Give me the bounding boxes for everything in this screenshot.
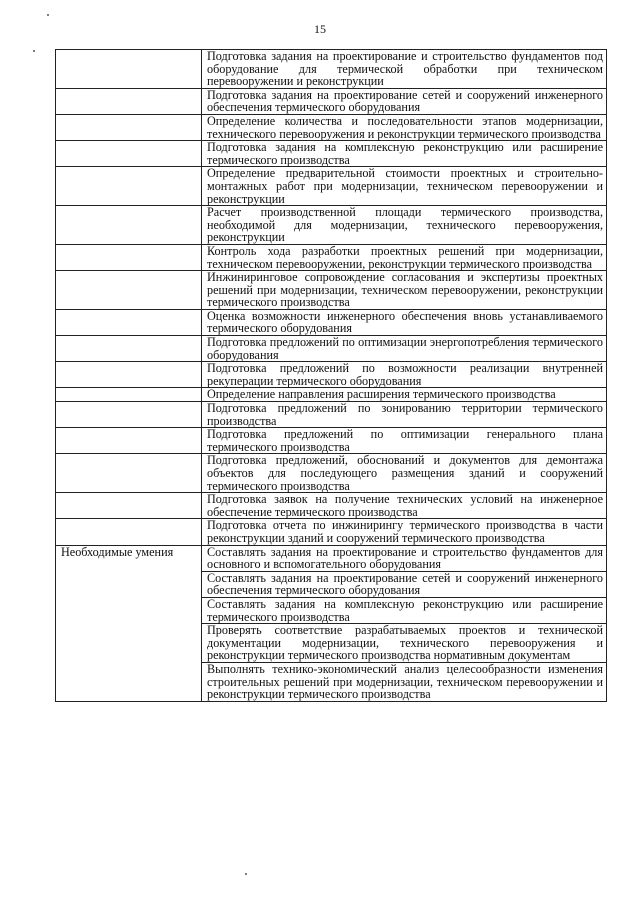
empty-label-cell [56,428,202,454]
table-row [56,493,607,519]
scan-speck [33,50,35,52]
labor-action-cell: Определение направления расширения термического производства [202,388,607,402]
empty-label-cell [56,167,202,206]
labor-action-cell: Определение предварительной стоимости проектных и строительно-монтажных работ при модернизации, техническом перевооружении и реконструкции [202,167,607,206]
skill-cell: Составлять задания на проектирование и строительство фундаментов для основного и вспомогательного оборудования [202,545,607,571]
empty-label-cell [56,454,202,493]
labor-action-cell: Подготовка предложений по возможности реализации внутренней рекуперации термического оборудования [202,362,607,388]
scan-speck [245,873,247,875]
empty-label-cell [56,402,202,428]
scan-speck [47,14,49,16]
table-row [56,114,607,140]
labor-action-cell: Подготовка отчета по инжинирингу термического производства в части реконструкции зданий и сооружений термического производства [202,519,607,545]
empty-label-cell [56,141,202,167]
table-row [56,519,607,545]
labor-action-cell: Подготовка задания на проектирование и строительство фундаментов под оборудование для термической обработки при техническом перевооружении и реконструкции [202,50,607,89]
labor-action-cell: Подготовка задания на проектирование сетей и сооружений инженерного обеспечения термического оборудования [202,88,607,114]
labor-action-cell: Расчет производственной площади термического производства, необходимой для модернизации, технического перевооружения, реконструкции [202,206,607,245]
competency-table [55,49,607,702]
empty-label-cell [56,309,202,335]
skill-cell: Составлять задания на комплексную реконструкцию или расширение термического производства [202,597,607,623]
empty-label-cell [56,362,202,388]
table-row [56,336,607,362]
empty-label-cell [56,88,202,114]
table-row [56,402,607,428]
table-row [56,388,607,402]
empty-label-cell [56,519,202,545]
empty-label-cell [56,244,202,270]
table-row [56,545,607,571]
labor-action-cell: Оценка возможности инженерного обеспечения вновь устанавливаемого термического оборудования [202,309,607,335]
labor-action-cell: Определение количества и последовательности этапов модернизации, технического перевооружения и реконструкции термического производства [202,114,607,140]
labor-action-cell: Подготовка заявок на получение технических условий на инженерное обеспечение термического производства [202,493,607,519]
table-row [56,88,607,114]
skill-cell: Проверять соответствие разрабатываемых проектов и технической документации модернизации, технического перевооружения и реконструкции термического производства нормативным документам [202,624,607,663]
table-row [56,362,607,388]
table-row [56,271,607,310]
labor-action-cell: Подготовка предложений по оптимизации энергопотребления термического оборудования [202,336,607,362]
skill-cell: Составлять задания на проектирование сетей и сооружений инженерного обеспечения термического оборудования [202,571,607,597]
table-row [56,428,607,454]
labor-action-cell: Инжиниринговое сопровождение согласования и экспертизы проектных решений при модернизации, техническом перевооружении, реконструкции термического производства [202,271,607,310]
table-row [56,244,607,270]
table-row [56,141,607,167]
table-row [56,309,607,335]
empty-label-cell [56,493,202,519]
labor-action-cell: Подготовка предложений по зонированию территории термического производства [202,402,607,428]
labor-action-cell: Подготовка предложений по оптимизации генерального плана термического производства [202,428,607,454]
table-row [56,454,607,493]
table-row [56,50,607,89]
empty-label-cell [56,388,202,402]
labor-action-cell: Подготовка задания на комплексную реконструкцию или расширение термического производства [202,141,607,167]
empty-label-cell [56,336,202,362]
empty-label-cell [56,206,202,245]
section-label-cell: Необходимые умения [56,545,202,701]
page-number: 15 [314,22,326,36]
empty-label-cell [56,50,202,89]
empty-label-cell [56,114,202,140]
labor-action-cell: Контроль хода разработки проектных решений при модернизации, техническом перевооружении, реконструкции термического производства [202,244,607,270]
labor-action-cell: Подготовка предложений, обоснований и документов для демонтажа объектов для последующего размещения зданий и сооружений термического производства [202,454,607,493]
skill-cell: Выполнять технико-экономический анализ целесообразности изменения строительных решений при модернизации, техническом перевооружении и реконструкции термического производства [202,662,607,701]
table-row [56,167,607,206]
table-row [56,206,607,245]
empty-label-cell [56,271,202,310]
